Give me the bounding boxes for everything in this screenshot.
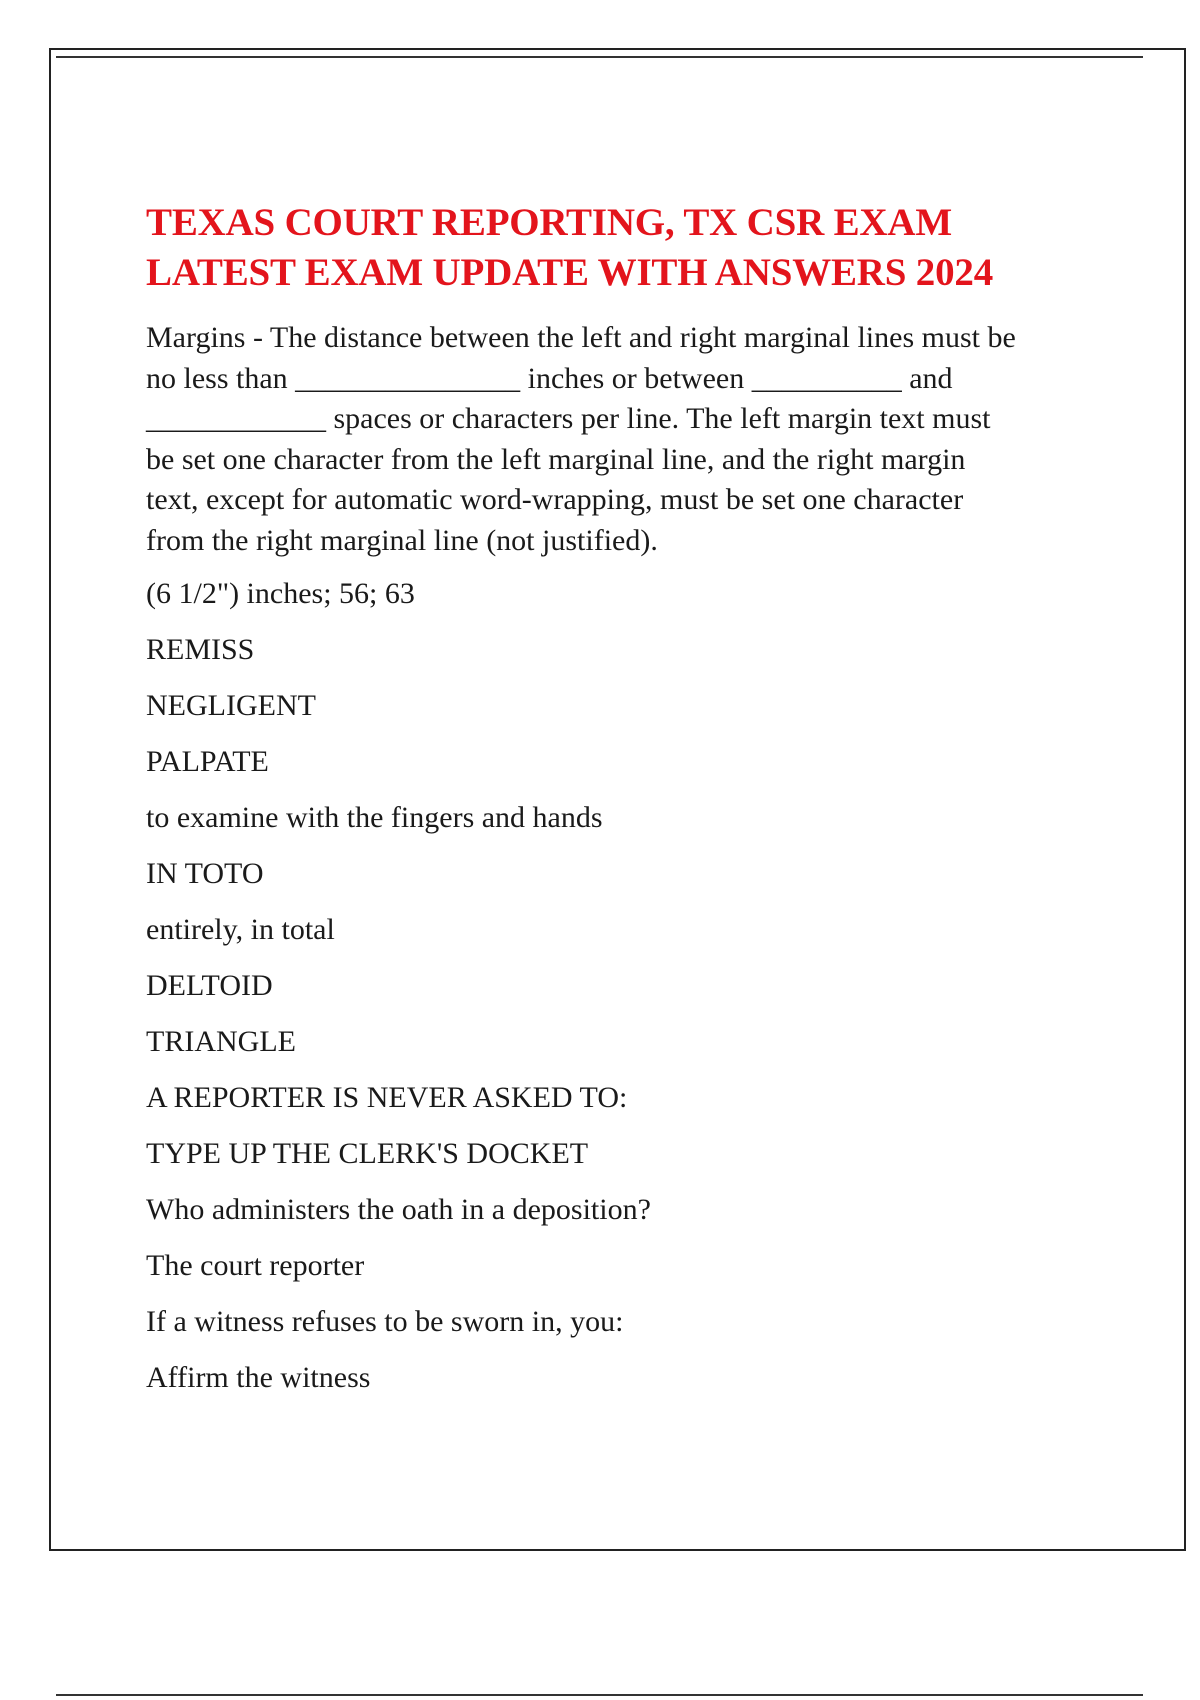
- paragraph-line: no less than _______________ inches or between __________ and: [146, 361, 953, 395]
- paragraph-line: from the right marginal line (not justified).: [146, 523, 658, 557]
- answer-oath: The court reporter: [146, 1249, 365, 1282]
- answer-margins: (6 1/2") inches; 56; 63: [146, 577, 415, 610]
- top-rule: [56, 56, 1143, 58]
- answer-negligent: NEGLIGENT: [146, 689, 316, 722]
- answer-deltoid: TRIANGLE: [146, 1025, 296, 1058]
- qa-list: [146, 575, 1096, 1397]
- answer-palpate: to examine with the fingers and hands: [146, 801, 603, 834]
- margins-question: [146, 318, 1096, 561]
- paragraph-line: text, except for automatic word-wrapping, must be set one character: [146, 483, 964, 516]
- paragraph-line: be set one character from the left marginal line, and the right margin: [146, 442, 966, 476]
- document-body: [146, 198, 1096, 1415]
- term-palpate: PALPATE: [146, 745, 269, 778]
- paragraph-line: ____________ spaces or characters per line. The left margin text must: [146, 402, 991, 435]
- title-line-1: TEXAS COURT REPORTING, TX CSR EXAM: [146, 201, 952, 244]
- answer-witness-refuses: Affirm the witness: [146, 1361, 371, 1394]
- bottom-rule: [56, 1694, 1143, 1696]
- question-never-asked: A REPORTER IS NEVER ASKED TO:: [146, 1081, 628, 1114]
- document-title: [146, 198, 1096, 298]
- paragraph-line: Margins - The distance between the left and right marginal lines must be: [146, 321, 1016, 354]
- answer-never-asked: TYPE UP THE CLERK'S DOCKET: [146, 1137, 589, 1170]
- term-remiss: REMISS: [146, 633, 255, 666]
- answer-in-toto: entirely, in total: [146, 913, 335, 946]
- question-oath: Who administers the oath in a deposition?: [146, 1193, 651, 1226]
- title-line-2: LATEST EXAM UPDATE WITH ANSWERS 2024: [146, 251, 994, 294]
- term-deltoid: DELTOID: [146, 969, 273, 1002]
- term-in-toto: IN TOTO: [146, 857, 264, 890]
- question-witness-refuses: If a witness refuses to be sworn in, you:: [146, 1305, 624, 1338]
